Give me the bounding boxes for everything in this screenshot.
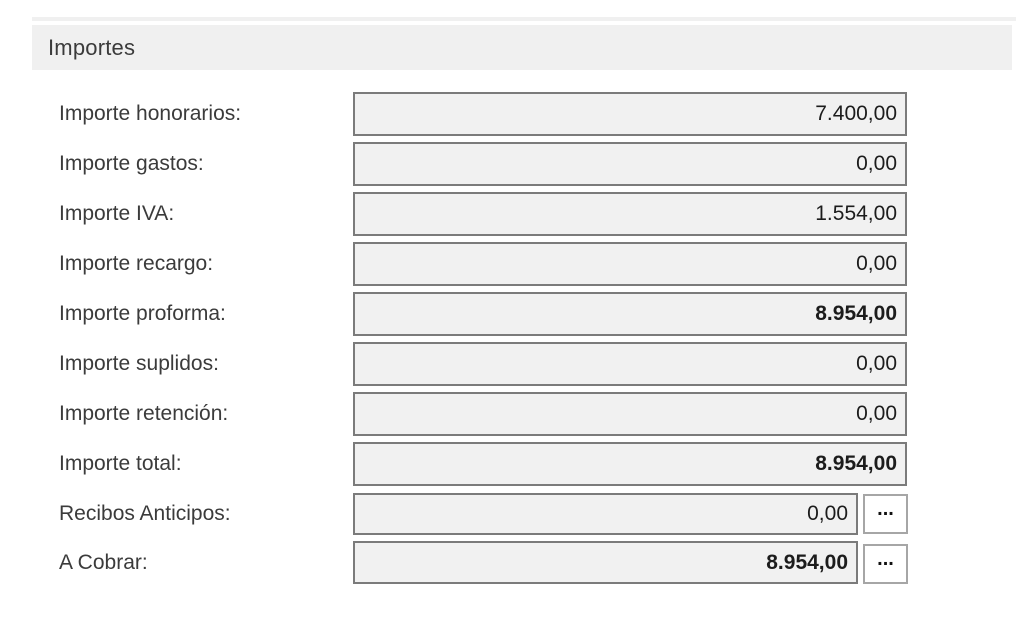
field-label: Importe proforma: — [59, 302, 226, 325]
field-row-importe-honorarios — [0, 92, 1029, 136]
field-row-importe-total — [0, 442, 1029, 486]
field-row-importe-retencion — [0, 392, 1029, 436]
field-row-importe-suplidos — [0, 342, 1029, 386]
field-row-importe-proforma — [0, 292, 1029, 336]
importe-gastos-field[interactable] — [353, 142, 907, 186]
field-label: Recibos Anticipos: — [59, 502, 231, 525]
field-label: Importe IVA: — [59, 202, 175, 225]
field-row-importe-recargo — [0, 242, 1029, 286]
field-label: Importe recargo: — [59, 252, 214, 275]
field-label: Importe suplidos: — [59, 352, 219, 375]
field-row-importe-gastos — [0, 142, 1029, 186]
importe-total-field[interactable] — [353, 442, 907, 486]
a-cobrar-browse-button[interactable]: ... — [863, 544, 908, 584]
field-row-recibos-anticipos — [0, 493, 1029, 535]
importe-suplidos-field[interactable] — [353, 342, 907, 386]
field-label: Importe retención: — [59, 402, 229, 425]
top-divider-strip — [32, 17, 1016, 21]
importe-iva-field[interactable] — [353, 192, 907, 236]
recibos-anticipos-browse-button[interactable]: ... — [863, 494, 908, 534]
field-label: Importe honorarios: — [59, 102, 242, 125]
field-row-a-cobrar — [0, 541, 1029, 584]
importe-retencion-field[interactable] — [353, 392, 907, 436]
section-title: Importes — [48, 34, 136, 60]
importe-recargo-field[interactable] — [353, 242, 907, 286]
importe-proforma-field[interactable] — [353, 292, 907, 336]
a-cobrar-field[interactable] — [353, 541, 858, 584]
field-label: Importe gastos: — [59, 152, 204, 175]
section-header-importes — [32, 25, 1012, 70]
field-label: Importe total: — [59, 452, 182, 475]
field-label: A Cobrar: — [59, 550, 148, 574]
recibos-anticipos-field[interactable] — [353, 493, 858, 535]
importe-honorarios-field[interactable] — [353, 92, 907, 136]
field-row-importe-iva — [0, 192, 1029, 236]
